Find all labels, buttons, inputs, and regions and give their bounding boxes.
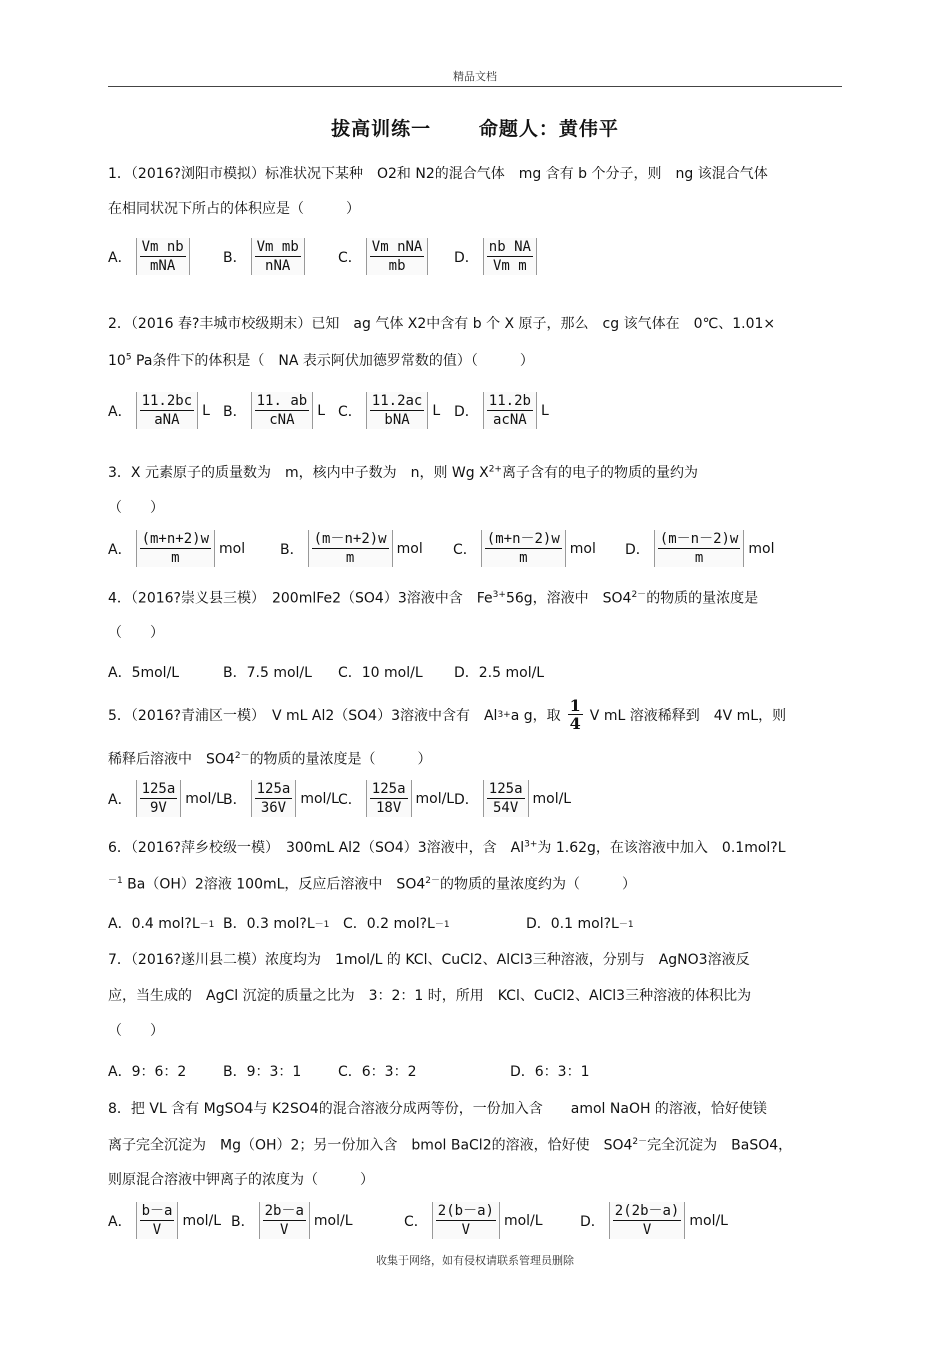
page-title	[0, 114, 950, 141]
q4-option-c[interactable]: C．10 mol/L	[338, 665, 423, 681]
q6-option-d[interactable]: D．0.1 mol?L －1	[526, 916, 634, 932]
header-divider	[108, 86, 842, 87]
q7-line2: 应，当生成的 AgCl 沉淀的质量之比为 3：2：1 时，所用 KCl、CuCl2、AlCl3三种溶液的体积比为	[108, 988, 752, 1004]
q5-option-b[interactable]: B． $\frac{125a}{36V}$ mol/L	[223, 781, 339, 816]
q6-line1: 6．（2016?萍乡校级一模） 300mL Al2（SO4）3溶液中，含 $Al^{3+}$为 1.62g，在该溶液中加入 0.1mol?L	[108, 839, 786, 856]
q2-line1: 2．（2016 春?丰城市校级期末）已知 ag 气体 X2中含有 b 个 X 原子，那么 cg 该气体在 0℃、1.01×	[108, 316, 776, 332]
q4-option-d[interactable]: D．2.5 mol/L	[454, 665, 545, 681]
q7-option-c[interactable]: C．6：3：2	[338, 1064, 417, 1080]
q5-option-a[interactable]: A． $\frac{125a}{9V}$ mol/L	[108, 781, 224, 816]
q3-line1: 3．X 元素原子的质量数为 m，核内中子数为 n，则 Wg $X^{2+}$离子含有的电子的物质的量约为	[108, 464, 698, 481]
q3-option-a[interactable]: A． $\frac{(m+n+2)w}{m}$ mol	[108, 531, 246, 566]
q2-option-b[interactable]: B． $\frac{11. ab}{\text{cNA}}$ L	[223, 393, 325, 428]
q7-option-b[interactable]: B．9：3：1	[223, 1064, 302, 1080]
q1-option-b[interactable]: B． $\frac{\text{Vm mb}}{\text{nNA}}$	[223, 238, 309, 275]
q6-line2: $^{-1}$ Ba（OH）2溶液 100mL，反应后溶液中 $SO4^{2-}$的物质的量浓度约为（ ）	[108, 876, 636, 893]
q1-option-a[interactable]: A． $\frac{\text{Vm nb}}{\text{mNA}}$	[108, 238, 194, 275]
q7-option-d[interactable]: D．6：3：1	[510, 1064, 590, 1080]
q4-line1: 4．（2016?崇义县三模） 200mlFe2（SO4）3溶液中含 $Fe^{3+}56g$，溶液中 $SO4^{2-}$的物质的量浓度是	[108, 590, 759, 607]
title-main: 拔高训练一	[331, 118, 432, 140]
q8-option-a[interactable]: A． $\frac{b-a}{V}$ mol/L	[108, 1203, 222, 1238]
q2-option-c[interactable]: C． $\frac{11.2ac}{\text{bNA}}$ L	[338, 393, 441, 428]
q4-line2: （ ）	[108, 625, 164, 641]
page-footer: 收集于网络，如有侵权请联系管理员删除	[376, 1254, 574, 1267]
q8-option-d[interactable]: D． $\frac{2(2b-a)}{V}$ mol/L	[580, 1203, 728, 1238]
title-author: 命题人：黄伟平	[478, 118, 619, 140]
q2-option-a[interactable]: A． $\frac{11.2bc}{\text{aNA}}$ L	[108, 393, 210, 428]
q7-line1: 7．（2016?遂川县二模）浓度均为 1mol/L 的 KCl、CuCl2、AlCl3三种溶液，分别与 AgNO3溶液反	[108, 952, 750, 968]
q6-option-a[interactable]: A．0.4 mol?L －1	[108, 916, 215, 932]
q7-option-a[interactable]: A．9：6：2	[108, 1064, 187, 1080]
q5-line1: 5．（2016?青浦区一模） V mL Al2（SO4）3溶液中含有 Al 3+ a g，取 $\frac{1}{4}$ V mL 溶液稀释到 4V mL，则	[108, 696, 787, 733]
q2-line2: $10^5$ Pa条件下的体积是（ NA 表示阿伏加德罗常数的值）（ ）	[108, 352, 534, 369]
q2-option-d[interactable]: D． $\frac{11.2b}{\text{acNA}}$ L	[454, 393, 549, 428]
q3-option-c[interactable]: C． $\frac{(m+n-2)w}{m}$ mol	[453, 531, 596, 566]
q3-option-b[interactable]: B． $\frac{(m-n+2)w}{m}$ mol	[280, 531, 423, 566]
q3-line2: （ ）	[108, 500, 164, 516]
q1-option-c[interactable]: C． $\frac{\text{Vm nNA}}{mb}$	[338, 238, 432, 275]
q7-line3: （ ）	[108, 1023, 164, 1039]
q6-option-c[interactable]: C．0.2 mol?L －1	[343, 916, 450, 932]
q8-option-b[interactable]: B． $\frac{2b-a}{V}$ mol/L	[231, 1203, 353, 1238]
q8-line3: 则原混合溶液中钾离子的浓度为（ ）	[108, 1172, 374, 1188]
q1-line1: 1．（2016?浏阳市模拟）标准状况下某种 O2和 N2的混合气体 mg 含有 b 个分子，则 ng 该混合气体	[108, 166, 768, 182]
q8-option-c[interactable]: C． $\frac{2(b-a)}{V}$ mol/L	[404, 1203, 543, 1238]
q4-option-a[interactable]: A．5mol/L	[108, 665, 180, 681]
page-header: 精品文档	[453, 70, 497, 83]
q6-option-b[interactable]: B．0.3 mol?L －1	[223, 916, 330, 932]
q8-line1: 8．把 VL 含有 MgSO4与 K2SO4的混合溶液分成两等份，一份加入含 amol NaOH 的溶液，恰好使镁	[108, 1101, 767, 1117]
q3-option-d[interactable]: D． $\frac{(m-n-2)w}{m}$ mol	[625, 531, 775, 566]
q5-line2: 稀释后溶液中 $SO4^{2-}$的物质的量浓度是（ ）	[108, 751, 432, 768]
q5-option-d[interactable]: D． $\frac{125a}{54V}$ mol/L	[454, 781, 572, 816]
q1-option-d[interactable]: D． $\frac{\text{nb NA}}{\text{Vm m}}$	[454, 238, 541, 275]
q8-line2: 离子完全沉淀为 Mg（OH）2；另一份加入含 bmol BaCl2的溶液，恰好使 $SO4^{2-}$完全沉淀为 BaSO4，	[108, 1137, 793, 1154]
q4-option-b[interactable]: B．7.5 mol/L	[223, 665, 312, 681]
q5-option-c[interactable]: C． $\frac{125a}{18V}$ mol/L	[338, 781, 455, 816]
q1-line2: 在相同状况下所占的体积应是（ ）	[108, 201, 360, 217]
